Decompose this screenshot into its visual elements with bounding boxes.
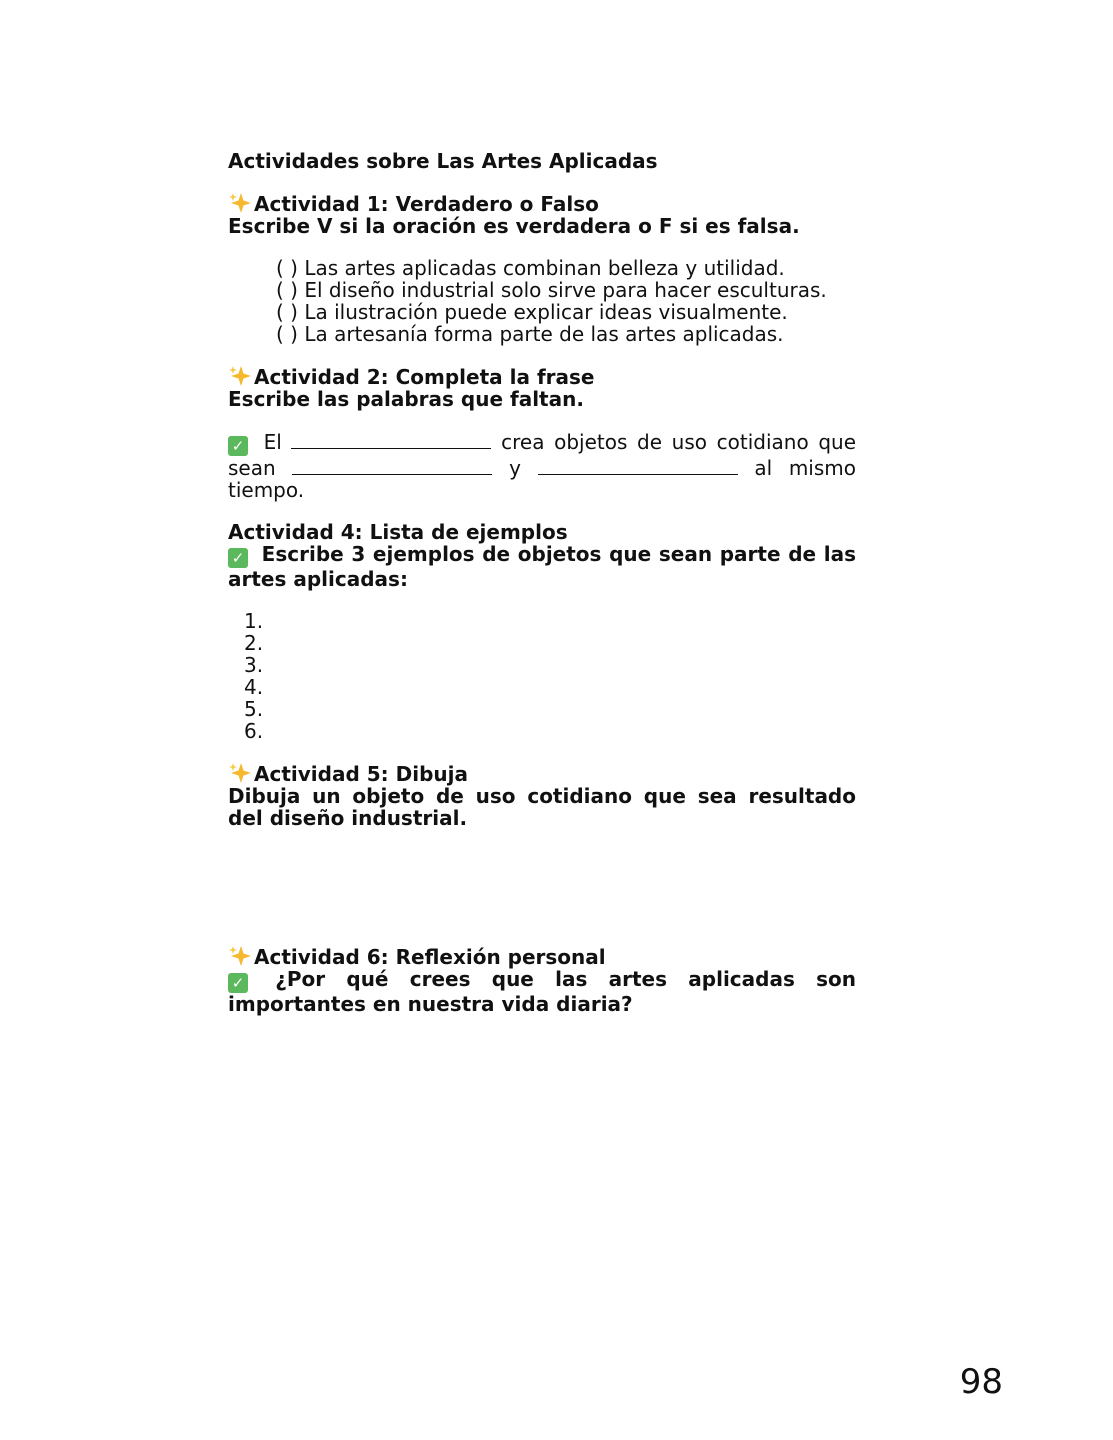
activity-4-instruction: Escribe 3 ejemplos de objetos que sean parte de las artes aplicadas:	[228, 542, 856, 591]
page-title: Actividades sobre Las Artes Aplicadas	[228, 149, 658, 173]
list-item: 2.	[244, 631, 264, 655]
activity-4-heading: Actividad 4: Lista de ejemplos	[228, 520, 568, 544]
blank-line-3[interactable]	[538, 456, 738, 475]
activity-1	[228, 192, 856, 345]
list-item: 3.	[244, 653, 264, 677]
list-item: ( ) El diseño industrial solo sirve para hacer esculturas.	[276, 278, 827, 302]
list-item: 6.	[244, 719, 264, 743]
activity-1-heading	[228, 192, 856, 215]
activity-4-instruction-block	[228, 543, 856, 590]
list-item: 1.	[244, 609, 264, 633]
activity-5-instruction: Dibuja un objeto de uso cotidiano que sea resultado del diseño industrial.	[228, 784, 856, 830]
activity-5-heading	[228, 762, 856, 785]
activity-2-title: Actividad 2: Completa la frase	[254, 365, 595, 389]
activity-6-title: Actividad 6: Reflexión personal	[254, 945, 606, 969]
list-item: ( ) La ilustración puede explicar ideas visualmente.	[276, 300, 788, 324]
sparkles-icon	[228, 762, 254, 784]
page-number: 98	[959, 1362, 1003, 1402]
sentence-part-3: y	[509, 456, 521, 480]
activity-2-heading	[228, 365, 856, 388]
activity-6-heading	[228, 945, 856, 968]
activity-6-question-block	[228, 968, 856, 1015]
sparkles-icon	[228, 365, 254, 387]
activity-2-instruction: Escribe las palabras que faltan.	[228, 387, 584, 411]
activity-1-instruction: Escribe V si la oración es verdadera o F si es falsa.	[228, 214, 800, 238]
true-false-list	[276, 257, 856, 345]
list-item: 4.	[244, 675, 264, 699]
list-item: ( ) Las artes aplicadas combinan belleza y utilidad.	[276, 256, 785, 280]
sentence-part-2: crea objetos de uso cotidiano que sean	[228, 430, 856, 480]
examples-list	[244, 610, 856, 742]
activity-1-title: Actividad 1: Verdadero o Falso	[254, 192, 599, 216]
activity-5-title: Actividad 5: Dibuja	[254, 762, 468, 786]
sentence-part-1: El	[263, 430, 282, 454]
worksheet-page	[228, 150, 856, 1035]
fill-in-sentence	[228, 430, 856, 501]
activity-4	[228, 521, 856, 742]
activity-6-question: ¿Por qué crees que las artes aplicadas son importantes en nuestra vida diaria?	[228, 967, 857, 1016]
list-item: 5.	[244, 697, 264, 721]
blank-line-2[interactable]	[292, 456, 492, 475]
check-mark-icon: ✓	[228, 548, 248, 568]
activity-5	[228, 762, 856, 925]
activity-6	[228, 945, 856, 1015]
drawing-area[interactable]	[228, 829, 856, 925]
sparkles-icon	[228, 945, 254, 967]
check-mark-icon: ✓	[228, 973, 248, 993]
list-item: ( ) La artesanía forma parte de las artes aplicadas.	[276, 322, 784, 346]
sparkles-icon	[228, 192, 254, 214]
blank-line-1[interactable]	[291, 430, 491, 449]
check-mark-icon: ✓	[228, 436, 248, 456]
sentence-part-4: al mismo tiempo.	[228, 456, 857, 502]
activity-2	[228, 365, 856, 501]
